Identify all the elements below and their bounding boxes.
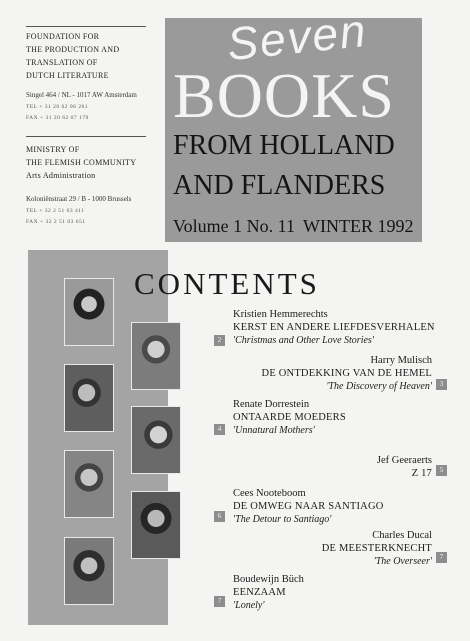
foundation-line-1: FOUNDATION FOR <box>26 32 100 41</box>
middle-rule <box>26 136 146 137</box>
entry-translation: 'Lonely' <box>233 600 265 611</box>
ministry-tel: TEL + 32 2 51 03 411 <box>26 208 85 214</box>
foundation-fax: FAX + 31 20 62 07 179 <box>26 115 89 121</box>
entry-title: Z 17 <box>411 468 432 479</box>
page-number-badge: 4 <box>214 424 225 435</box>
author-photo <box>64 450 114 518</box>
entry-author: Renate Dorrestein <box>233 399 310 410</box>
entry-author: Jef Geeraerts <box>376 455 432 466</box>
author-photo <box>64 537 114 605</box>
contents-entry <box>233 454 432 480</box>
issue-date: WINTER 1992 <box>303 216 414 236</box>
page-number-badge: 3 <box>436 379 447 390</box>
author-photo <box>64 364 114 432</box>
entry-translation: 'Unnatural Mothers' <box>233 425 315 436</box>
masthead-line-1: FROM HOLLAND <box>173 130 395 161</box>
entry-title: ONTAARDE MOEDERS <box>233 412 346 423</box>
masthead-books: BOOKS <box>173 60 395 131</box>
page-number-badge: 7 <box>436 552 447 563</box>
top-rule <box>26 26 146 27</box>
ministry-line-1: MINISTRY OF <box>26 145 80 154</box>
entry-author: Boudewijn Büch <box>233 574 304 585</box>
foundation-tel: TEL + 31 20 62 06 261 <box>26 104 88 110</box>
masthead-seven: Seven <box>224 3 370 71</box>
entry-title: DE OMWEG NAAR SANTIAGO <box>233 501 384 512</box>
foundation-line-2: THE PRODUCTION AND <box>26 45 120 54</box>
page-number-badge: 6 <box>214 511 225 522</box>
author-photo <box>131 322 181 390</box>
page-number-badge: 7 <box>214 596 225 607</box>
masthead-line-2: AND FLANDERS <box>173 170 386 201</box>
entry-translation: 'The Detour to Santiago' <box>233 514 332 525</box>
ministry-address: Koloniënstraat 29 / B - 1000 Brussels <box>26 195 132 203</box>
contents-entry <box>233 308 453 347</box>
author-photo <box>131 491 181 559</box>
ministry-line-3: Arts Administration <box>26 171 96 180</box>
author-photo <box>131 406 181 474</box>
contents-entry <box>233 354 432 393</box>
entry-title: DE MEESTERKNECHT <box>321 543 432 554</box>
contents-heading: CONTENTS <box>134 266 320 301</box>
ministry-line-2: THE FLEMISH COMMUNITY <box>26 158 137 167</box>
entry-author: Charles Ducal <box>372 530 432 541</box>
ministry-fax: FAX + 32 2 51 03 651 <box>26 219 86 225</box>
entry-translation: 'The Overseer' <box>373 556 432 567</box>
contents-entry <box>233 487 453 526</box>
entry-title: DE ONTDEKKING VAN DE HEMEL <box>261 368 432 379</box>
author-photo <box>64 278 114 346</box>
entry-title: KERST EN ANDERE LIEFDESVERHALEN <box>233 322 435 333</box>
foundation-address: Singel 464 / NL - 1017 AW Amsterdam <box>26 91 137 99</box>
foundation-line-3: TRANSLATION OF <box>26 58 98 67</box>
entry-author: Cees Nooteboom <box>233 488 306 499</box>
entry-translation: 'The Discovery of Heaven' <box>326 381 432 392</box>
page-number-badge: 2 <box>214 335 225 346</box>
foundation-line-4: DUTCH LITERATURE <box>26 71 109 80</box>
page-number-badge: 5 <box>436 465 447 476</box>
volume-number: Volume 1 No. 11 <box>173 216 296 236</box>
entry-author: Kristien Hemmerechts <box>233 309 328 320</box>
entry-translation: 'Christmas and Other Love Stories' <box>233 335 374 346</box>
entry-title: EENZAAM <box>233 587 286 598</box>
entry-author: Harry Mulisch <box>370 355 432 366</box>
contents-entry <box>233 529 432 568</box>
masthead <box>165 3 422 242</box>
contents-entry <box>233 573 453 612</box>
contents-entry <box>233 398 453 437</box>
